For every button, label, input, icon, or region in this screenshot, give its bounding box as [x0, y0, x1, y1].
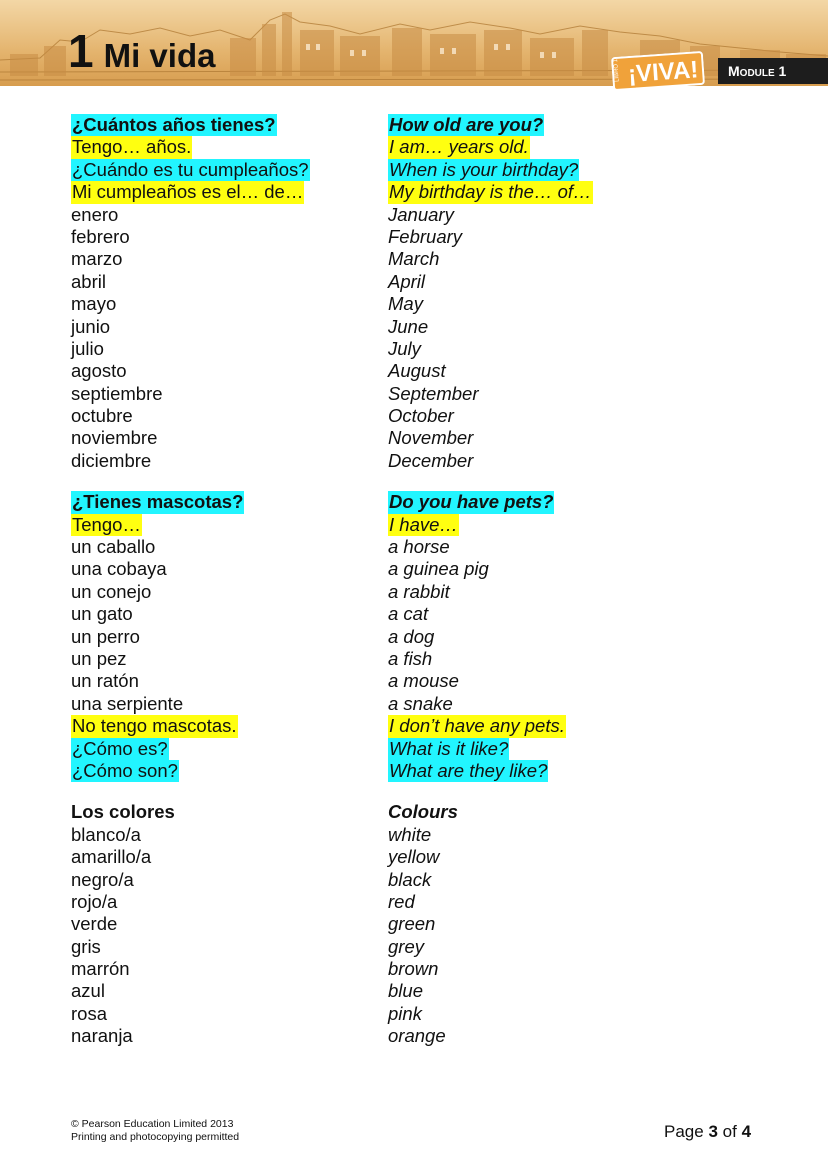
- section-heading-row: [71, 491, 771, 513]
- spanish-term: ¿Tienes mascotas?: [72, 491, 244, 513]
- english-term: blue: [388, 980, 423, 1002]
- vocab-row: [71, 891, 771, 913]
- english-term: a cat: [388, 603, 429, 625]
- english-term: I have…: [389, 513, 458, 535]
- spanish-term: Tengo…: [72, 513, 141, 535]
- spanish-term: Los colores: [71, 801, 175, 823]
- spanish-term: un pez: [71, 647, 127, 669]
- spanish-term: octubre: [71, 405, 133, 427]
- spanish-term: un caballo: [71, 536, 156, 558]
- vocab-row: [71, 738, 771, 760]
- spanish-term: febrero: [71, 225, 130, 247]
- english-term: black: [388, 868, 432, 890]
- vocab-row: [71, 558, 771, 580]
- chapter-heading: [68, 25, 216, 78]
- vocab-row: [71, 936, 771, 958]
- vocab-row: [71, 913, 771, 935]
- vocab-row: [71, 226, 771, 248]
- copyright-text: © Pearson Education Limited 2013: [71, 1118, 234, 1130]
- spanish-term: ¿Cuándo es tu cumpleaños?: [72, 158, 309, 180]
- spanish-term: diciembre: [71, 449, 152, 471]
- english-term: My birthday is the… of…: [389, 181, 592, 203]
- english-term: pink: [388, 1002, 422, 1024]
- page-of: of: [722, 1122, 737, 1141]
- spanish-term: negro/a: [71, 868, 134, 890]
- english-term: a fish: [388, 647, 433, 669]
- spanish-term: agosto: [71, 360, 127, 382]
- vocab-row: [71, 271, 771, 293]
- section-gap: [71, 472, 771, 491]
- section-gap: [71, 782, 771, 801]
- spanish-term: naranja: [71, 1025, 133, 1047]
- spanish-term: julio: [71, 337, 104, 359]
- section-heading-row: [71, 114, 771, 136]
- english-term: June: [388, 315, 429, 337]
- english-term: green: [388, 913, 436, 935]
- vocab-row: [71, 338, 771, 360]
- spanish-term: rosa: [71, 1002, 107, 1024]
- vocab-row: [71, 405, 771, 427]
- section-heading-row: [71, 801, 771, 823]
- spanish-term: verde: [71, 913, 118, 935]
- english-term: July: [388, 337, 421, 359]
- vocab-row: [71, 603, 771, 625]
- spanish-term: rojo/a: [71, 890, 118, 912]
- vocab-row: [71, 450, 771, 472]
- english-term: yellow: [388, 846, 440, 868]
- english-term: December: [388, 449, 474, 471]
- vocab-row: [71, 715, 771, 737]
- english-term: a horse: [388, 536, 450, 558]
- spanish-term: marzo: [71, 248, 123, 270]
- vocab-row: [71, 581, 771, 603]
- viva-logo: [611, 51, 705, 91]
- vocab-row: [71, 824, 771, 846]
- page-word: Page: [664, 1122, 704, 1141]
- english-term: Colours: [388, 801, 458, 823]
- vocab-row: [71, 760, 771, 782]
- module-label: Module 1: [718, 58, 828, 84]
- english-term: August: [388, 360, 446, 382]
- spanish-term: junio: [71, 315, 111, 337]
- vocab-row: [71, 204, 771, 226]
- spanish-term: No tengo mascotas.: [72, 715, 237, 737]
- vocab-row: [71, 136, 771, 158]
- english-term: February: [388, 225, 463, 247]
- footer-copyright: [71, 1118, 239, 1144]
- vocab-row: [71, 648, 771, 670]
- english-term: When is your birthday?: [389, 158, 579, 180]
- spanish-term: ¿Cómo es?: [72, 737, 168, 759]
- vocab-row: [71, 626, 771, 648]
- logo-side-text: LIBRO 1: [613, 58, 621, 83]
- spanish-term: blanco/a: [71, 823, 141, 845]
- english-term: white: [388, 823, 432, 845]
- english-term: I am… years old.: [389, 136, 529, 158]
- spanish-term: abril: [71, 270, 106, 292]
- page-number: [664, 1122, 751, 1142]
- spanish-term: un gato: [71, 603, 133, 625]
- english-term: I don’t have any pets.: [389, 715, 565, 737]
- spanish-term: ¿Cuántos años tienes?: [72, 114, 276, 135]
- vocab-row: [71, 383, 771, 405]
- page-total: 4: [741, 1122, 752, 1141]
- english-term: March: [388, 248, 440, 270]
- chapter-number: 1: [68, 25, 94, 77]
- spanish-term: amarillo/a: [71, 846, 152, 868]
- vocab-row: [71, 360, 771, 382]
- english-term: a dog: [388, 625, 435, 647]
- spanish-term: una serpiente: [71, 692, 184, 714]
- english-term: a snake: [388, 692, 453, 714]
- vocab-row: [71, 846, 771, 868]
- page-current: 3: [708, 1122, 718, 1141]
- vocab-row: [71, 427, 771, 449]
- english-term: a guinea pig: [388, 558, 489, 580]
- spanish-term: enero: [71, 203, 119, 225]
- english-term: September: [388, 382, 479, 404]
- vocab-row: [71, 316, 771, 338]
- vocab-row: [71, 980, 771, 1002]
- vocab-row: [71, 869, 771, 891]
- vocab-row: [71, 181, 771, 203]
- english-term: November: [388, 427, 474, 449]
- english-term: grey: [388, 935, 424, 957]
- english-term: orange: [388, 1025, 446, 1047]
- spanish-term: azul: [71, 980, 105, 1002]
- spanish-term: una cobaya: [71, 558, 167, 580]
- vocab-row: [71, 248, 771, 270]
- chapter-title: Mi vida: [103, 37, 216, 74]
- logo-text: ¡VIVA!: [627, 56, 700, 89]
- spanish-term: noviembre: [71, 427, 158, 449]
- english-term: a rabbit: [388, 580, 450, 602]
- english-term: April: [388, 270, 426, 292]
- vocab-row: [71, 514, 771, 536]
- spanish-term: un ratón: [71, 670, 139, 692]
- spanish-term: mayo: [71, 293, 117, 315]
- vocabulary-list: [71, 114, 771, 1048]
- spanish-term: un conejo: [71, 580, 152, 602]
- english-term: October: [388, 405, 454, 427]
- vocab-row: [71, 536, 771, 558]
- vocab-row: [71, 159, 771, 181]
- english-term: What is it like?: [389, 737, 509, 759]
- spanish-term: septiembre: [71, 382, 163, 404]
- english-term: How old are you?: [389, 114, 544, 135]
- english-term: January: [388, 203, 454, 225]
- spanish-term: Mi cumpleaños es el… de…: [72, 181, 304, 203]
- vocab-row: [71, 1003, 771, 1025]
- vocab-row: [71, 293, 771, 315]
- english-term: May: [388, 293, 423, 315]
- spanish-term: marrón: [71, 958, 130, 980]
- permission-text: Printing and photocopying permitted: [71, 1131, 240, 1143]
- spanish-term: gris: [71, 935, 101, 957]
- vocab-row: [71, 670, 771, 692]
- spanish-term: un perro: [71, 625, 140, 647]
- vocab-row: [71, 693, 771, 715]
- spanish-term: ¿Cómo son?: [72, 759, 178, 781]
- spanish-term: Tengo… años.: [72, 136, 192, 158]
- vocab-row: [71, 1025, 771, 1047]
- english-term: Do you have pets?: [389, 491, 554, 513]
- english-term: a mouse: [388, 670, 459, 692]
- english-term: What are they like?: [389, 759, 548, 781]
- english-term: brown: [388, 958, 439, 980]
- english-term: red: [388, 890, 415, 912]
- vocab-row: [71, 958, 771, 980]
